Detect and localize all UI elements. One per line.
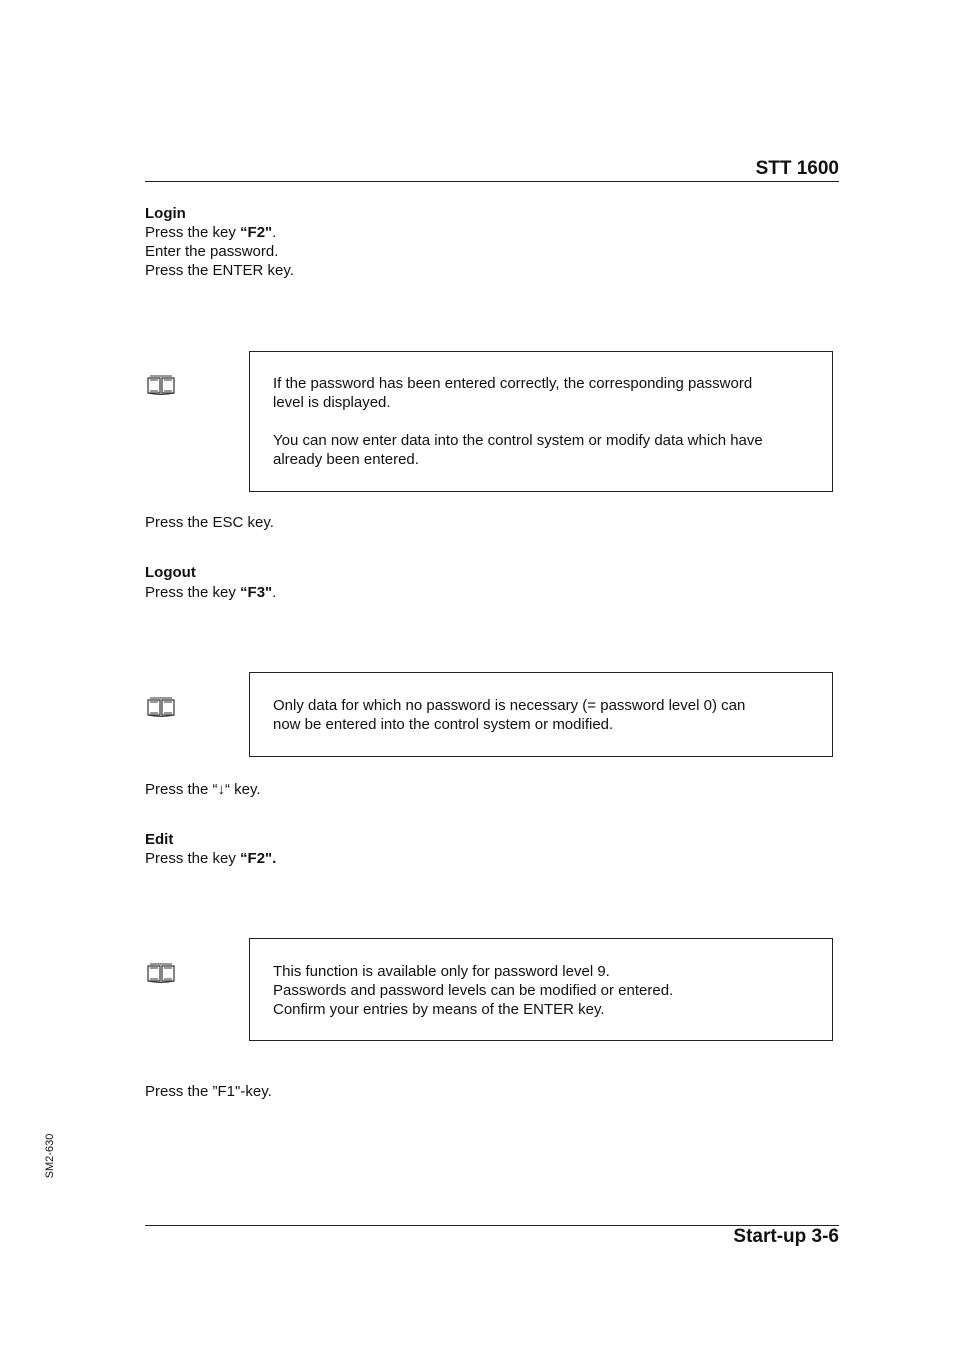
document-code: SM2-630	[44, 1133, 56, 1179]
logout-step-1-text: Press the key	[145, 584, 241, 601]
edit-step-1	[145, 849, 276, 868]
edit-step-1-key: “F2".	[240, 850, 277, 867]
logout-step-1-key: “F3"	[240, 584, 273, 601]
book-icon	[147, 375, 175, 395]
login-step-1-end: .	[272, 224, 277, 241]
edit-heading: Edit	[145, 831, 174, 848]
note-3-line-2: Passwords and password levels can be modified or entered.	[273, 982, 674, 999]
esc-instruction: Press the ESC key.	[145, 514, 274, 531]
login-heading: Login	[145, 205, 186, 222]
logout-step-1-end: .	[272, 584, 277, 601]
document-title: STT 1600	[755, 158, 839, 179]
note-1-line-1: If the password has been entered correctly, the corresponding password	[273, 375, 753, 392]
note-2-line-1: Only data for which no password is necessary (= password level 0) can	[273, 697, 746, 714]
note-1-line-2: level is displayed.	[273, 394, 391, 411]
note-1-line-3: You can now enter data into the control system or modify data which have	[273, 432, 763, 449]
edit-step-1-text: Press the key	[145, 850, 241, 867]
logout-heading: Logout	[145, 564, 196, 581]
login-step-1-key: “F2"	[240, 224, 273, 241]
page-footer-label: Start-up 3-6	[733, 1226, 839, 1247]
login-step-1	[145, 223, 276, 242]
login-step-3: Press the ENTER key.	[145, 262, 294, 279]
note-box-login	[249, 351, 833, 492]
header-rule	[145, 181, 839, 182]
login-step-2: Enter the password.	[145, 243, 279, 260]
login-step-1-text: Press the key	[145, 224, 241, 241]
note-box-edit	[249, 938, 833, 1041]
note-box-logout	[249, 672, 833, 757]
down-key-instruction: Press the “↓“ key.	[145, 781, 261, 798]
logout-step-1	[145, 583, 276, 602]
note-2-line-2: now be entered into the control system or modified.	[273, 716, 614, 733]
note-3-line-1: This function is available only for password level 9.	[273, 963, 610, 980]
book-icon	[147, 697, 175, 717]
note-3-line-3: Confirm your entries by means of the ENTER key.	[273, 1001, 605, 1018]
book-icon	[147, 963, 175, 983]
f1-instruction: Press the ”F1"-key.	[145, 1083, 272, 1100]
note-1-line-4: already been entered.	[273, 451, 419, 468]
